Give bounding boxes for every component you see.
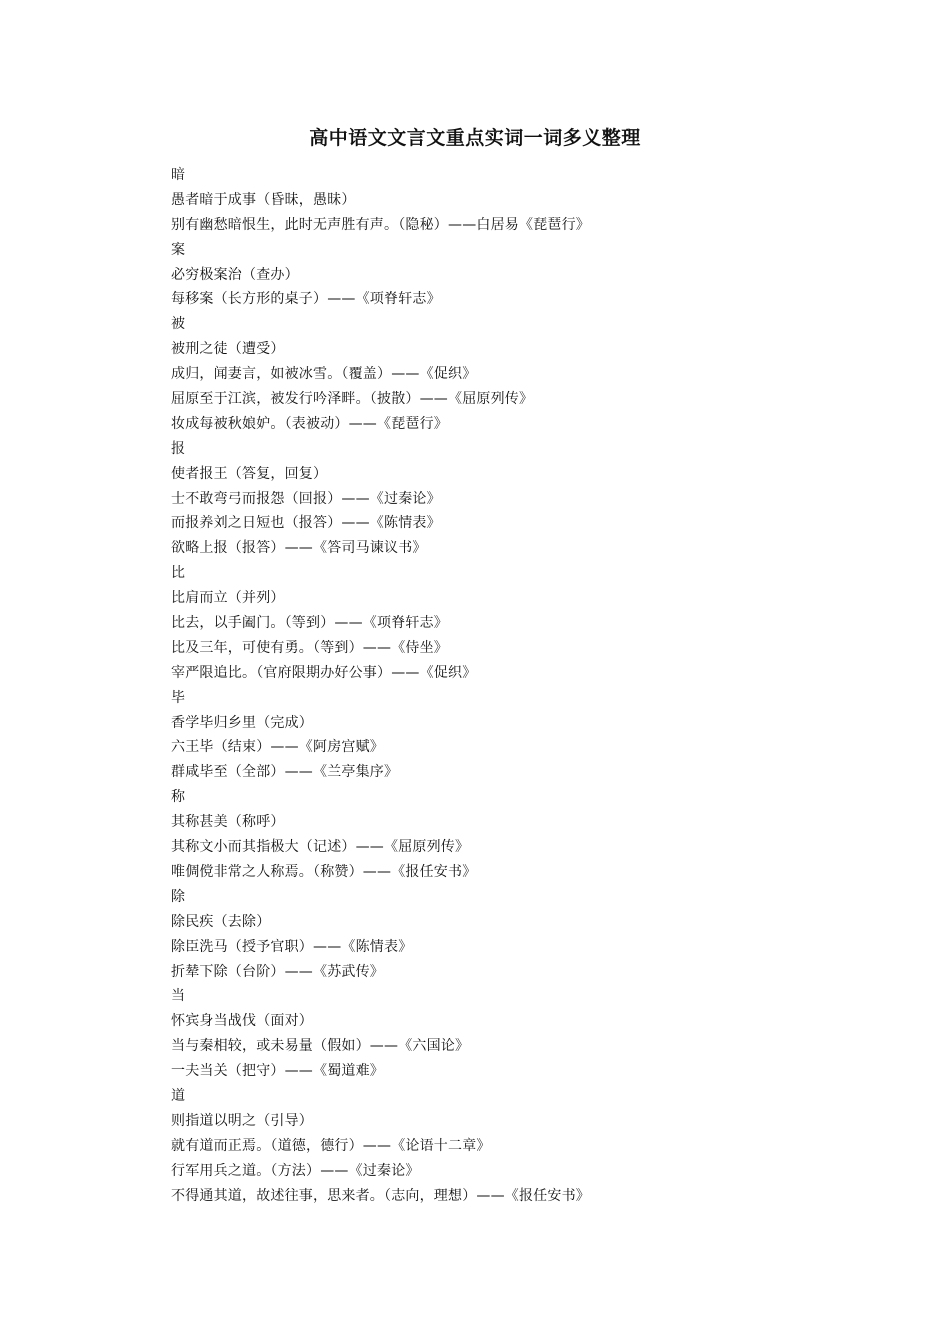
text-line: 比及三年，可使有勇。（等到）——《侍坐》 [171, 639, 448, 656]
text-line: 妆成每被秋娘妒。（表被动）——《琵琶行》 [171, 415, 448, 432]
text-line: 必穷极案治（查办） [171, 266, 299, 283]
text-line: 别有幽愁暗恨生，此时无声胜有声。（隐秘）——白居易《琵琶行》 [171, 216, 590, 233]
text-line: 其称文小而其指极大（记述）——《屈原列传》 [171, 839, 470, 856]
text-line: 欲略上报（报答）——《答司马谏议书》 [171, 540, 427, 557]
document-title: 高中语文文言文重点实词一词多义整理 [309, 127, 641, 149]
text-line: 愚者暗于成事（昏昧，愚昧） [171, 191, 356, 208]
text-line: 折辇下除（台阶）——《苏武传》 [171, 963, 384, 980]
text-line: 士不敢弯弓而报怨（回报）——《过秦论》 [171, 490, 441, 507]
text-line: 则指道以明之（引导） [171, 1112, 313, 1129]
text-line: 成归，闻妻言，如被冰雪。（覆盖）——《促织》 [171, 366, 477, 383]
text-line: 一夫当关（把守）——《蜀道难》 [171, 1063, 384, 1080]
text-line: 当 [171, 988, 186, 1005]
text-line: 暗 [171, 167, 186, 183]
text-line: 毕 [171, 689, 186, 706]
text-line: 报 [171, 440, 186, 457]
text-line: 行军用兵之道。（方法）——《过秦论》 [171, 1162, 420, 1179]
text-line: 除臣洗马（授予官职）——《陈情表》 [171, 938, 413, 955]
text-line: 比 [171, 565, 186, 582]
text-line: 宰严限追比。（官府限期办好公事）——《促织》 [171, 664, 477, 681]
text-line: 而报养刘之日短也（报答）——《陈情表》 [171, 515, 441, 532]
text-line: 被 [171, 316, 186, 333]
text-line: 群咸毕至（全部）——《兰亭集序》 [171, 764, 399, 781]
text-line: 香学毕归乡里（完成） [171, 714, 313, 731]
text-line: 称 [171, 789, 186, 806]
text-line: 当与秦相较，或未易量（假如）——《六国论》 [171, 1038, 470, 1055]
text-line: 除 [171, 888, 186, 905]
text-line: 比去，以手阖门。（等到）——《项脊轩志》 [171, 615, 448, 632]
text-line: 就有道而正焉。（道德，德行）——《论语十二章》 [171, 1137, 491, 1154]
text-line: 道 [171, 1087, 186, 1104]
text-line: 每移案（长方形的桌子）——《项脊轩志》 [171, 291, 441, 308]
text-line: 屈原至于江滨，被发行吟泽畔。（披散）——《屈原列传》 [171, 391, 534, 408]
text-line: 不得通其道，故述往事，思来者。（志向，理想）——《报任安书》 [171, 1187, 590, 1204]
document-body [171, 163, 891, 1208]
text-line: 比肩而立（并列） [171, 590, 285, 607]
text-line: 其称甚美（称呼） [171, 814, 285, 831]
text-line: 六王毕（结束）——《阿房宫赋》 [171, 739, 384, 756]
text-line: 使者报王（答复，回复） [171, 465, 328, 482]
text-line: 怀宾身当战伐（面对） [171, 1013, 313, 1030]
text-line: 除民疾（去除） [171, 913, 271, 930]
text-line: 被刑之徒（遭受） [171, 341, 285, 358]
text-line: 案 [171, 241, 186, 258]
text-line: 唯倜傥非常之人称焉。（称赞）——《报任安书》 [171, 863, 477, 880]
